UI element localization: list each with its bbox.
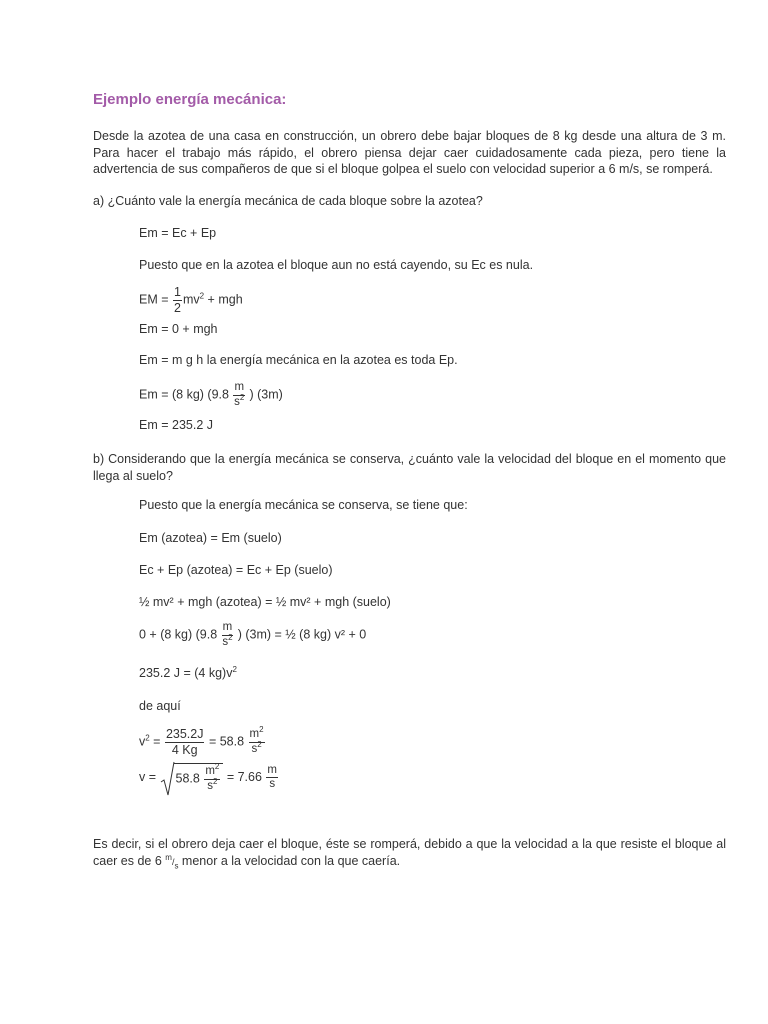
equation-energy-value: 235.2 J = (4 $kg)v^2$ bbox=[139, 665, 237, 680]
statement-conserve: Puesto que la energía mecánica se conserva, se tiene que: bbox=[139, 498, 468, 512]
radical-sign-icon bbox=[160, 761, 176, 797]
fraction-m-s2: $\frac{m}{s^2}$ bbox=[234, 381, 245, 408]
equation-em-values: Em = (8 kg) (9.8 $\frac{m}{s^2}$ ) (3m) bbox=[139, 381, 283, 408]
fraction-half: $\frac{1}{2}$ bbox=[174, 285, 181, 315]
equation-substitution: 0 + (8 kg) (9.8 $\frac{m}{s^2}$ ) (3m) = ½ (8 kg) v² + 0 bbox=[139, 621, 367, 648]
equation-v-root: v = 58.8 $\frac{m^2}{s^2}$ = 7.66 $\frac{m}{s}$ bbox=[139, 763, 279, 792]
fraction-m-s: $\frac{m}{s}$ bbox=[267, 763, 278, 790]
equation-em-equal: Em (azotea) = Em (suelo) bbox=[139, 531, 282, 545]
equation-ec-ep: Ec + Ep (azotea) = Ec + Ep (suelo) bbox=[139, 563, 333, 577]
equation-em-full: EM = $\frac{1}{2}$ $mv^2$ + mgh bbox=[139, 285, 243, 315]
statement-em-ep: Em = m g h la energía mecánica en la azotea es toda Ep. bbox=[139, 353, 458, 367]
text-de-aqui: de aquí bbox=[139, 699, 181, 713]
intro-paragraph: Desde la azotea de una casa en construcción, un obrero debe bajar bloques de 8 kg desde una altura de 3 m. Para hacer el trabajo más rápido, el obrero piensa dejar caer cuidadosamente cada pieza, pero tiene la advertencia de sus compañeros de que si el bloque golpea el suelo con velocidad superior a 6 m/s, se romperá. bbox=[93, 129, 726, 176]
equation-em-sum: Em = Ec + Ep bbox=[139, 226, 217, 240]
conclusion-paragraph: Es decir, si el obrero deja caer el bloque, éste se romperá, debido a que la velocidad a la que resiste el bloque al caer es de 6 $^m/_s$ menor a la velocidad con la que caería. bbox=[93, 837, 726, 870]
fraction-m-s2: $\frac{m}{s^2}$ bbox=[222, 621, 233, 648]
page-title: Ejemplo energía mecánica: bbox=[93, 91, 287, 108]
equation-half-mv2: ½ mv² + mgh (azotea) = ½ mv² + mgh (suelo) bbox=[139, 595, 391, 609]
equation-v-squared: $v^2$ = $\frac{235.2J}{4 Kg}$ = 58.8 $\frac{m^2}{s^2}$ bbox=[139, 725, 264, 757]
fraction-m2-s2: $\frac{m^2}{s^2}$ bbox=[205, 762, 220, 792]
question-a: a) ¿Cuánto vale la energía mecánica de cada bloque sobre la azotea? bbox=[93, 194, 483, 208]
fraction-m2-s2: $\frac{m^2}{s^2}$ bbox=[249, 725, 264, 755]
result-em: Em = 235.2 J bbox=[139, 418, 213, 432]
equation-em-mgh: Em = 0 + mgh bbox=[139, 322, 218, 336]
square-root: 58.8 $\frac{m^2}{s^2}$ bbox=[160, 763, 224, 792]
fraction-energy-mass: $\frac{235.2J}{4 Kg}$ bbox=[165, 727, 204, 757]
statement-ec-null: Puesto que en la azotea el bloque aun no está cayendo, su Ec es nula. bbox=[139, 258, 534, 272]
eq-prefix: EM = bbox=[139, 292, 172, 307]
question-b: b) Considerando que la energía mecánica se conserva, ¿cuánto vale la velocidad del bloque en el momento que llega al suelo? bbox=[93, 452, 726, 483]
